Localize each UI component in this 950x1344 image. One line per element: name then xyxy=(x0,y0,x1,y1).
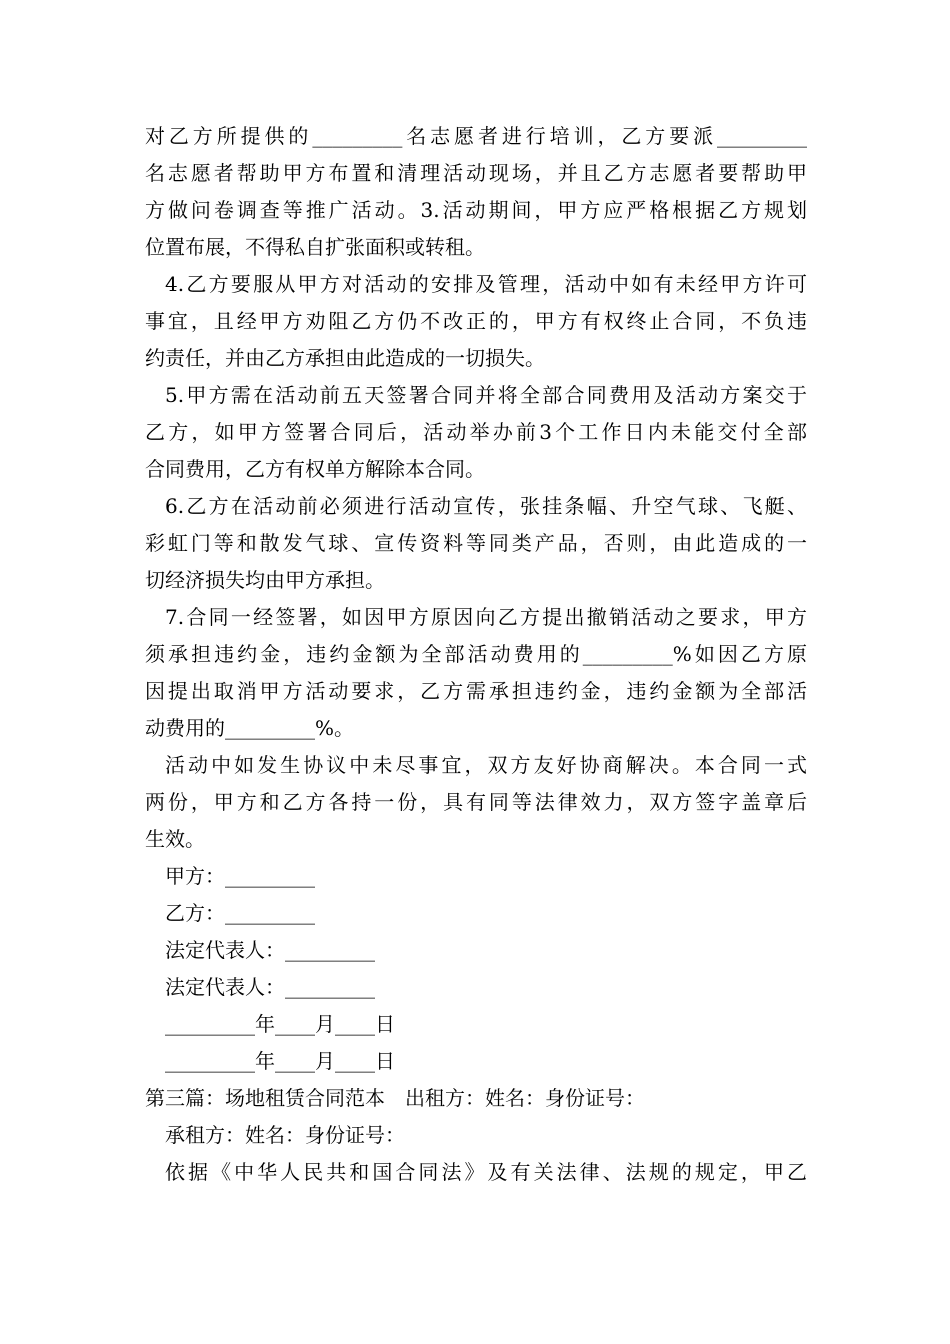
text-line: 活动中如发生协议中未尽事宜，双方友好协商解决。本合同一式 xyxy=(165,753,807,777)
text-line: 法定代表人：_________ xyxy=(165,938,375,962)
text-line: 甲方：_________ xyxy=(165,864,315,888)
text-line: 两份，甲方和乙方各持一份，具有同等法律效力，双方签字盖章后 xyxy=(145,790,807,814)
text-line: 对乙方所提供的_________名志愿者进行培训，乙方要派_________ xyxy=(145,124,807,148)
text-line: 约责任，并由乙方承担由此造成的一切损失。 xyxy=(145,346,545,370)
text-line: _________年____月____日 xyxy=(165,1049,395,1073)
text-line: 乙方，如甲方签署合同后，活动举办前3个工作日内未能交付全部 xyxy=(145,420,807,444)
text-line: 乙方：_________ xyxy=(165,901,315,925)
text-line: 须承担违约金，违约金额为全部活动费用的_________%如因乙方原 xyxy=(145,642,807,666)
text-line: 位置布展，不得私自扩张面积或转租。 xyxy=(145,235,485,259)
text-line: 合同费用，乙方有权单方解除本合同。 xyxy=(145,457,485,481)
text-line: 7.合同一经签署，如因甲方原因向乙方提出撤销活动之要求，甲方 xyxy=(165,605,807,629)
text-line: 法定代表人：_________ xyxy=(165,975,375,999)
text-line: 彩虹门等和散发气球、宣传资料等同类产品，否则，由此造成的一 xyxy=(145,531,807,555)
text-line: 方做问卷调查等推广活动。3.活动期间，甲方应严格根据乙方规划 xyxy=(145,198,807,222)
text-line: 4.乙方要服从甲方对活动的安排及管理，活动中如有未经甲方许可 xyxy=(165,272,807,296)
text-line: 第三篇：场地租赁合同范本 出租方：姓名：身份证号： xyxy=(145,1086,645,1110)
text-line: 6.乙方在活动前必须进行活动宣传，张挂条幅、升空气球、飞艇、 xyxy=(165,494,807,518)
text-line: _________年____月____日 xyxy=(165,1012,395,1036)
text-line: 事宜，且经甲方劝阻乙方仍不改正的，甲方有权终止合同，不负违 xyxy=(145,309,807,333)
text-line: 承租方：姓名：身份证号： xyxy=(165,1123,405,1147)
text-line: 因提出取消甲方活动要求，乙方需承担违约金，违约金额为全部活 xyxy=(145,679,807,703)
text-line: 动费用的_________%。 xyxy=(145,716,355,740)
text-line: 切经济损失均由甲方承担。 xyxy=(145,568,385,592)
text-line: 生效。 xyxy=(145,827,205,851)
text-line: 5.甲方需在活动前五天签署合同并将全部合同费用及活动方案交于 xyxy=(165,383,807,407)
text-line: 依据《中华人民共和国合同法》及有关法律、法规的规定，甲乙 xyxy=(165,1160,807,1184)
document-page xyxy=(145,118,807,1191)
text-line: 名志愿者帮助甲方布置和清理活动现场，并且乙方志愿者要帮助甲 xyxy=(145,161,807,185)
